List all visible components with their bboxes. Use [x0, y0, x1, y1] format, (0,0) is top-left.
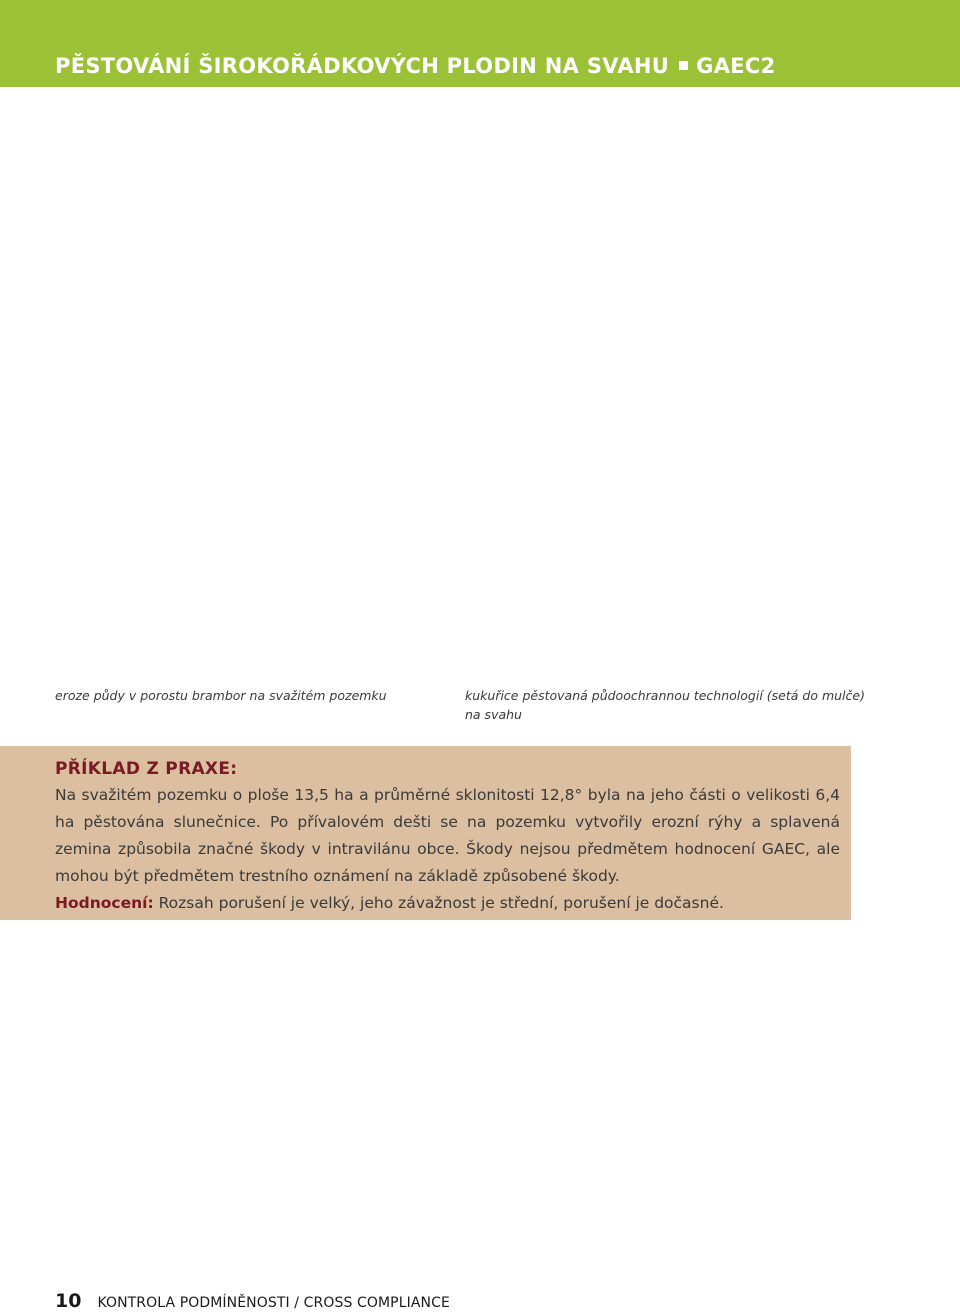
page-number: 10 — [55, 1290, 82, 1312]
evaluation-label: Hodnocení: — [55, 894, 154, 912]
square-bullet-icon — [679, 61, 688, 70]
page-title — [55, 54, 776, 78]
header-bar — [0, 0, 960, 87]
photo-caption-right: kukuřice pěstovaná půdoochrannou technologií (setá do mulče) na svahu — [465, 688, 865, 722]
example-content — [55, 756, 840, 917]
example-text: Na svažitém pozemku o ploše 13,5 ha a průměrné sklonitosti 12,8° byla na jeho části o velikosti 6,4 ha pěstována slunečnice. Po přívalovém dešti se na pozemku vytvořily erozní rýhy a splavená zemina způsobila značné škody v intravilánu obce. Škody nejsou předmětem hodnocení GAEC, ale mohou být předmětem trestního oznámení na základě způsobené škody. — [55, 786, 840, 885]
evaluation-text: Rozsah porušení je velký, jeho závažnost je střední, porušení je dočasné. — [158, 894, 724, 912]
section-code: GAEC2 — [696, 54, 776, 78]
page-footer — [55, 1290, 450, 1312]
section-title: PĚSTOVÁNÍ ŠIROKOŘÁDKOVÝCH PLODIN NA SVAHU — [55, 54, 670, 78]
footer-text: KONTROLA PODMÍNĚNOSTI / CROSS COMPLIANCE — [97, 1295, 450, 1311]
photo-caption-left: eroze půdy v porostu brambor na svažitém pozemku — [55, 688, 387, 703]
example-heading: PŘÍKLAD Z PRAXE: — [55, 759, 238, 779]
evaluation-line — [55, 890, 840, 917]
example-box — [0, 746, 851, 920]
